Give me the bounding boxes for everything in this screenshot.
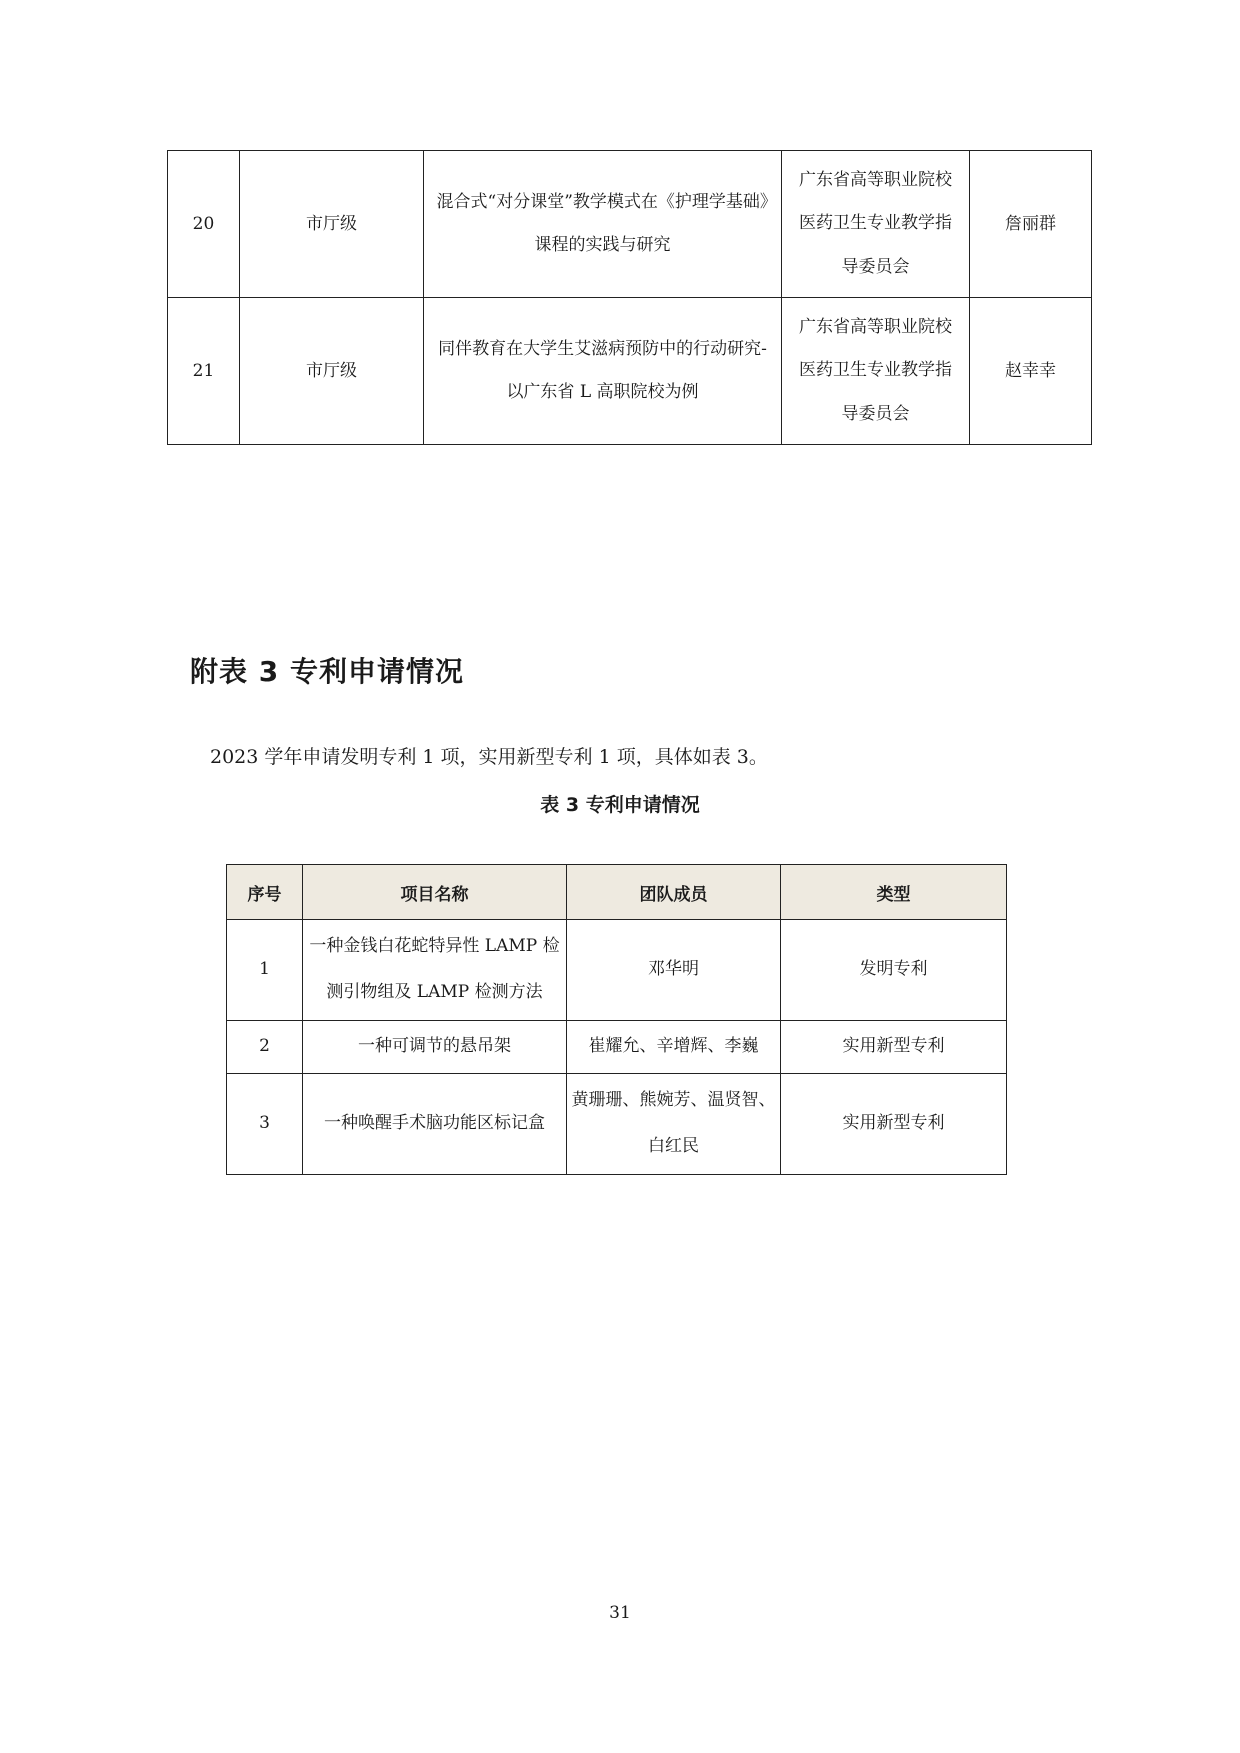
row-number: 21 — [168, 298, 240, 445]
project-leader: 赵幸幸 — [970, 298, 1092, 445]
issuing-organization: 广东省高等职业院校医药卫生专业教学指导委员会 — [782, 298, 970, 445]
table-caption: 表 3 专利申请情况 — [540, 794, 700, 816]
project-level: 市厅级 — [240, 298, 424, 445]
row-number: 3 — [227, 1074, 303, 1175]
project-title: 同伴教育在大学生艾滋病预防中的行动研究-以广东省 L 高职院校为例 — [424, 298, 782, 445]
project-name: 一种唤醒手术脑功能区标记盒 — [303, 1074, 567, 1175]
table-row — [227, 1021, 1007, 1074]
issuing-organization: 广东省高等职业院校医药卫生专业教学指导委员会 — [782, 151, 970, 298]
patent-type: 发明专利 — [781, 920, 1007, 1021]
table-header-row — [227, 865, 1007, 920]
table-row — [168, 151, 1092, 298]
team-members: 黄珊珊、熊婉芳、温贤智、白红民 — [567, 1074, 781, 1175]
row-number: 20 — [168, 151, 240, 298]
table-row — [168, 298, 1092, 445]
section-paragraph: 2023 学年申请发明专利 1 项，实用新型专利 1 项，具体如表 3。 — [210, 746, 768, 768]
project-level: 市厅级 — [240, 151, 424, 298]
project-leader: 詹丽群 — [970, 151, 1092, 298]
patent-table — [226, 864, 1007, 1175]
project-title: 混合式“对分课堂”教学模式在《护理学基础》课程的实践与研究 — [424, 151, 782, 298]
projects-table-continued — [167, 150, 1092, 445]
table-row — [227, 920, 1007, 1021]
row-number: 1 — [227, 920, 303, 1021]
patent-type: 实用新型专利 — [781, 1074, 1007, 1175]
project-name: 一种可调节的悬吊架 — [303, 1021, 567, 1074]
table-row — [227, 1074, 1007, 1175]
header-project-name: 项目名称 — [303, 865, 567, 920]
patent-type: 实用新型专利 — [781, 1021, 1007, 1074]
team-members: 邓华明 — [567, 920, 781, 1021]
team-members: 崔耀允、辛增辉、李巍 — [567, 1021, 781, 1074]
row-number: 2 — [227, 1021, 303, 1074]
header-team-members: 团队成员 — [567, 865, 781, 920]
header-number: 序号 — [227, 865, 303, 920]
section-heading: 附表 3 专利申请情况 — [190, 655, 464, 688]
project-name: 一种金钱白花蛇特异性 LAMP 检测引物组及 LAMP 检测方法 — [303, 920, 567, 1021]
page-number: 31 — [609, 1603, 631, 1623]
header-type: 类型 — [781, 865, 1007, 920]
